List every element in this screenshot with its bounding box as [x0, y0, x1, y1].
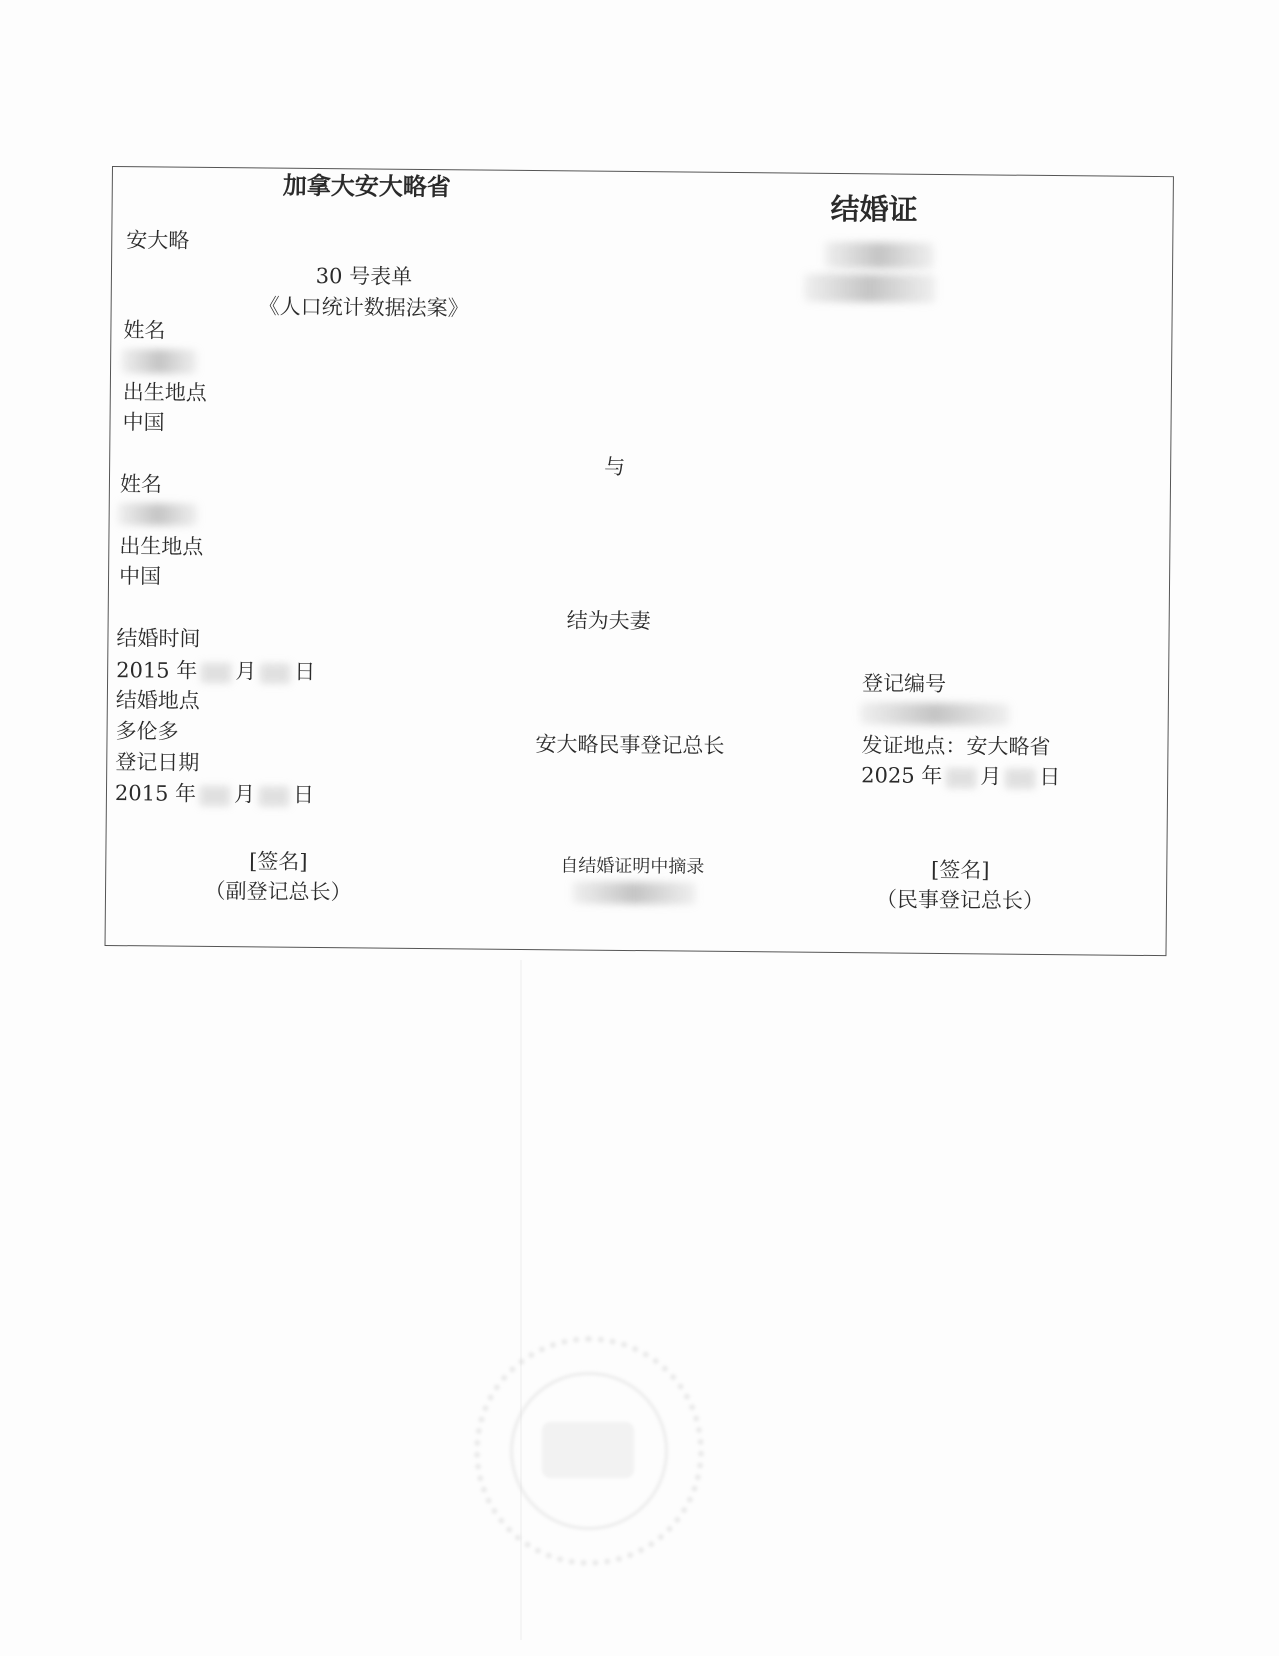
connector-text: 与 [604, 454, 626, 479]
marriage-date-label: 结婚时间 [116, 626, 201, 651]
redacted-issue-month [946, 768, 976, 788]
marriage-place: 多伦多 [115, 719, 179, 744]
issue-date-year: 2025 年 [861, 763, 943, 788]
issue-place: 发证地点：安大略省 [861, 733, 1051, 760]
marriage-date-month-char: 月 [235, 659, 257, 684]
redacted-party2-name [118, 503, 198, 526]
certificate-title: 结婚证 [830, 191, 918, 227]
province-heading: 加拿大安大略省 [282, 170, 451, 202]
married-text: 结为夫妻 [566, 608, 651, 634]
redacted-extract-reference [572, 881, 696, 904]
marriage-date-year: 2015 年 [116, 658, 198, 683]
party2-birthplace: 中国 [118, 564, 162, 589]
registration-date-label: 登记日期 [115, 750, 200, 775]
redacted-issue-day [1005, 768, 1035, 788]
marriage-place-label: 结婚地点 [115, 688, 200, 713]
party2-name-label: 姓名 [119, 472, 163, 497]
issue-date-day-char: 日 [1039, 764, 1061, 790]
form-number: 30 号表单 [315, 263, 413, 289]
act-name: 《人口统计数据法案》 [258, 294, 469, 321]
issue-date-month-char: 月 [980, 764, 1002, 789]
party1-birthplace-label: 出生地点 [122, 380, 207, 405]
faint-embossed-seal [474, 1336, 704, 1566]
redacted-registration-day [259, 786, 289, 806]
redacted-certificate-number [824, 242, 934, 269]
marriage-certificate [105, 166, 1174, 956]
marriage-date [116, 657, 315, 685]
left-signature: [签名] [249, 849, 308, 874]
redacted-registration-month [200, 785, 230, 805]
registration-date-day-char: 日 [292, 782, 315, 807]
right-signature-title: （民事登记总长） [875, 887, 1045, 913]
left-signature-title: （副登记总长） [204, 878, 352, 905]
registration-date [115, 780, 314, 808]
redacted-marriage-month [201, 662, 231, 682]
right-signature: [签名] [930, 857, 990, 883]
registration-number-label: 登记编号 [861, 671, 947, 697]
party2-birthplace-label: 出生地点 [119, 534, 204, 559]
redacted-party1-name [121, 349, 197, 374]
region-label: 安大略 [126, 228, 190, 253]
registration-date-month-char: 月 [233, 782, 256, 807]
seal-center-emblem [542, 1422, 634, 1478]
redacted-marriage-day [260, 663, 290, 683]
redacted-registration-number [860, 702, 1010, 725]
registrar-general-title: 安大略民事登记总长 [535, 732, 725, 758]
marriage-date-day-char: 日 [294, 659, 316, 684]
redacted-certificate-code [804, 274, 936, 303]
registration-date-year: 2015 年 [114, 781, 197, 806]
issue-date [861, 762, 1060, 790]
party1-birthplace: 中国 [122, 410, 165, 435]
party1-name-label: 姓名 [123, 318, 166, 343]
extract-note: 自结婚证明中摘录 [560, 855, 705, 878]
